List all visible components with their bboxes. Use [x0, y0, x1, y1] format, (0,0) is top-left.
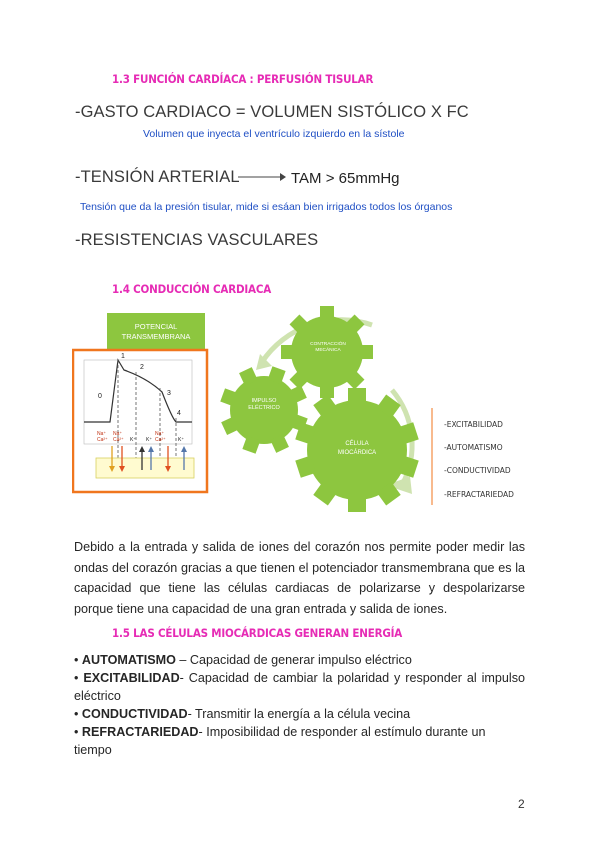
conduction-diagram	[72, 300, 532, 522]
property-automatismo: -AUTOMATISMO	[444, 443, 503, 452]
bullet-desc: Imposibilidad de responder al estímulo durante un tiempo	[74, 725, 486, 757]
phase-1: 1	[121, 353, 125, 360]
bullet-term: EXCITABILIDAD	[83, 671, 180, 685]
ion-label: Na⁺ Ca²⁺	[155, 431, 166, 443]
bullet-term: CONDUCTIVIDAD	[81, 707, 188, 721]
ion-label: K⁺	[130, 437, 136, 443]
arrow-right-icon	[238, 172, 286, 182]
phase-3: 3	[167, 390, 171, 397]
bullet-desc: Capacidad de cambiar la polaridad y responder al impulso eléctrico	[74, 671, 525, 703]
ion-label: Na⁺ Ca²⁺	[97, 431, 108, 443]
resistencias-line: -RESISTENCIAS VASCULARES	[75, 231, 319, 249]
gear-label-celula: CÉLULA MIOCÁRDICA	[337, 441, 377, 456]
bullet-desc: Capacidad de generar impulso eléctrico	[189, 653, 412, 667]
property-refractariedad: -REFRACTARIEDAD	[444, 490, 514, 499]
gasto-cardiaco-line: -GASTO CARDIACO = VOLUMEN SISTÓLICO X FC	[75, 103, 469, 121]
ion-label: Na⁺ Ca²⁺	[113, 431, 124, 443]
bullet-sep: -	[198, 725, 207, 739]
property-conductividad: -CONDUCTIVIDAD	[444, 466, 511, 475]
list-item: • CONDUCTIVIDAD- Transmitir la energía a la célula vecina	[74, 707, 411, 721]
tension-note: Tensión que da la presión tisular, mide si esáan bien irrigados todos los órganos	[80, 201, 453, 213]
phase-0: 0	[98, 393, 102, 400]
bullet-desc: Transmitir la energía a la célula vecina	[195, 707, 411, 721]
phase-2: 2	[140, 364, 144, 371]
section-13-title: 1.3 FUNCIÓN CARDÍACA : PERFUSIÓN TISULAR	[112, 72, 374, 86]
property-excitabilidad: -EXCITABILIDAD	[444, 420, 503, 429]
tam-value: TAM > 65mmHg	[291, 170, 400, 187]
section-14-title: 1.4 CONDUCCIÓN CARDIACA	[112, 282, 272, 296]
phase-4: 4	[177, 410, 181, 417]
bullet-sep: –	[175, 653, 190, 667]
bullet-sep: -	[187, 707, 196, 721]
tension-arterial-label: -TENSIÓN ARTERIAL	[75, 168, 240, 186]
page-number: 2	[518, 797, 525, 811]
section-15-title: 1.5 LAS CÉLULAS MIOCÁRDICAS GENERAN ENERGÍA	[112, 626, 403, 640]
bullet-term: REFRACTARIEDAD	[81, 725, 199, 739]
list-item: • AUTOMATISMO – Capacidad de generar impulso eléctrico	[74, 653, 412, 667]
ion-label: K⁺	[178, 437, 184, 443]
bullet-sep: -	[179, 671, 189, 685]
gear-label-contraccion: CONTRACCIÓN MECÁNICA	[310, 342, 346, 353]
gasto-note: Volumen que inyecta el ventrículo izquierdo en la sístole	[143, 128, 405, 140]
potential-title: POTENCIAL TRANSMEMBRANA	[121, 322, 191, 341]
ion-label: K⁺	[146, 437, 152, 443]
bullet-list	[74, 651, 525, 759]
bullet-term: AUTOMATISMO	[81, 653, 176, 667]
gear-label-impulso: IMPULSO ELÉCTRICO	[248, 398, 280, 411]
list-item: • REFRACTARIEDAD- Imposibilidad de responder al estímulo durante un tiempo	[74, 725, 486, 757]
body-paragraph: Debido a la entrada y salida de iones del corazón nos permite poder medir las ondas del corazón gracias a que tienen el potenciador transmembrana que es la capacidad que tiene las células cardiacas de polarizarse y despolarizarse porque tiene una capacidad de una gran entrada y salida de iones.	[74, 540, 525, 616]
list-item: • EXCITABILIDAD- Capacidad de cambiar la polaridad y responder al impulso eléctrico	[74, 671, 525, 703]
